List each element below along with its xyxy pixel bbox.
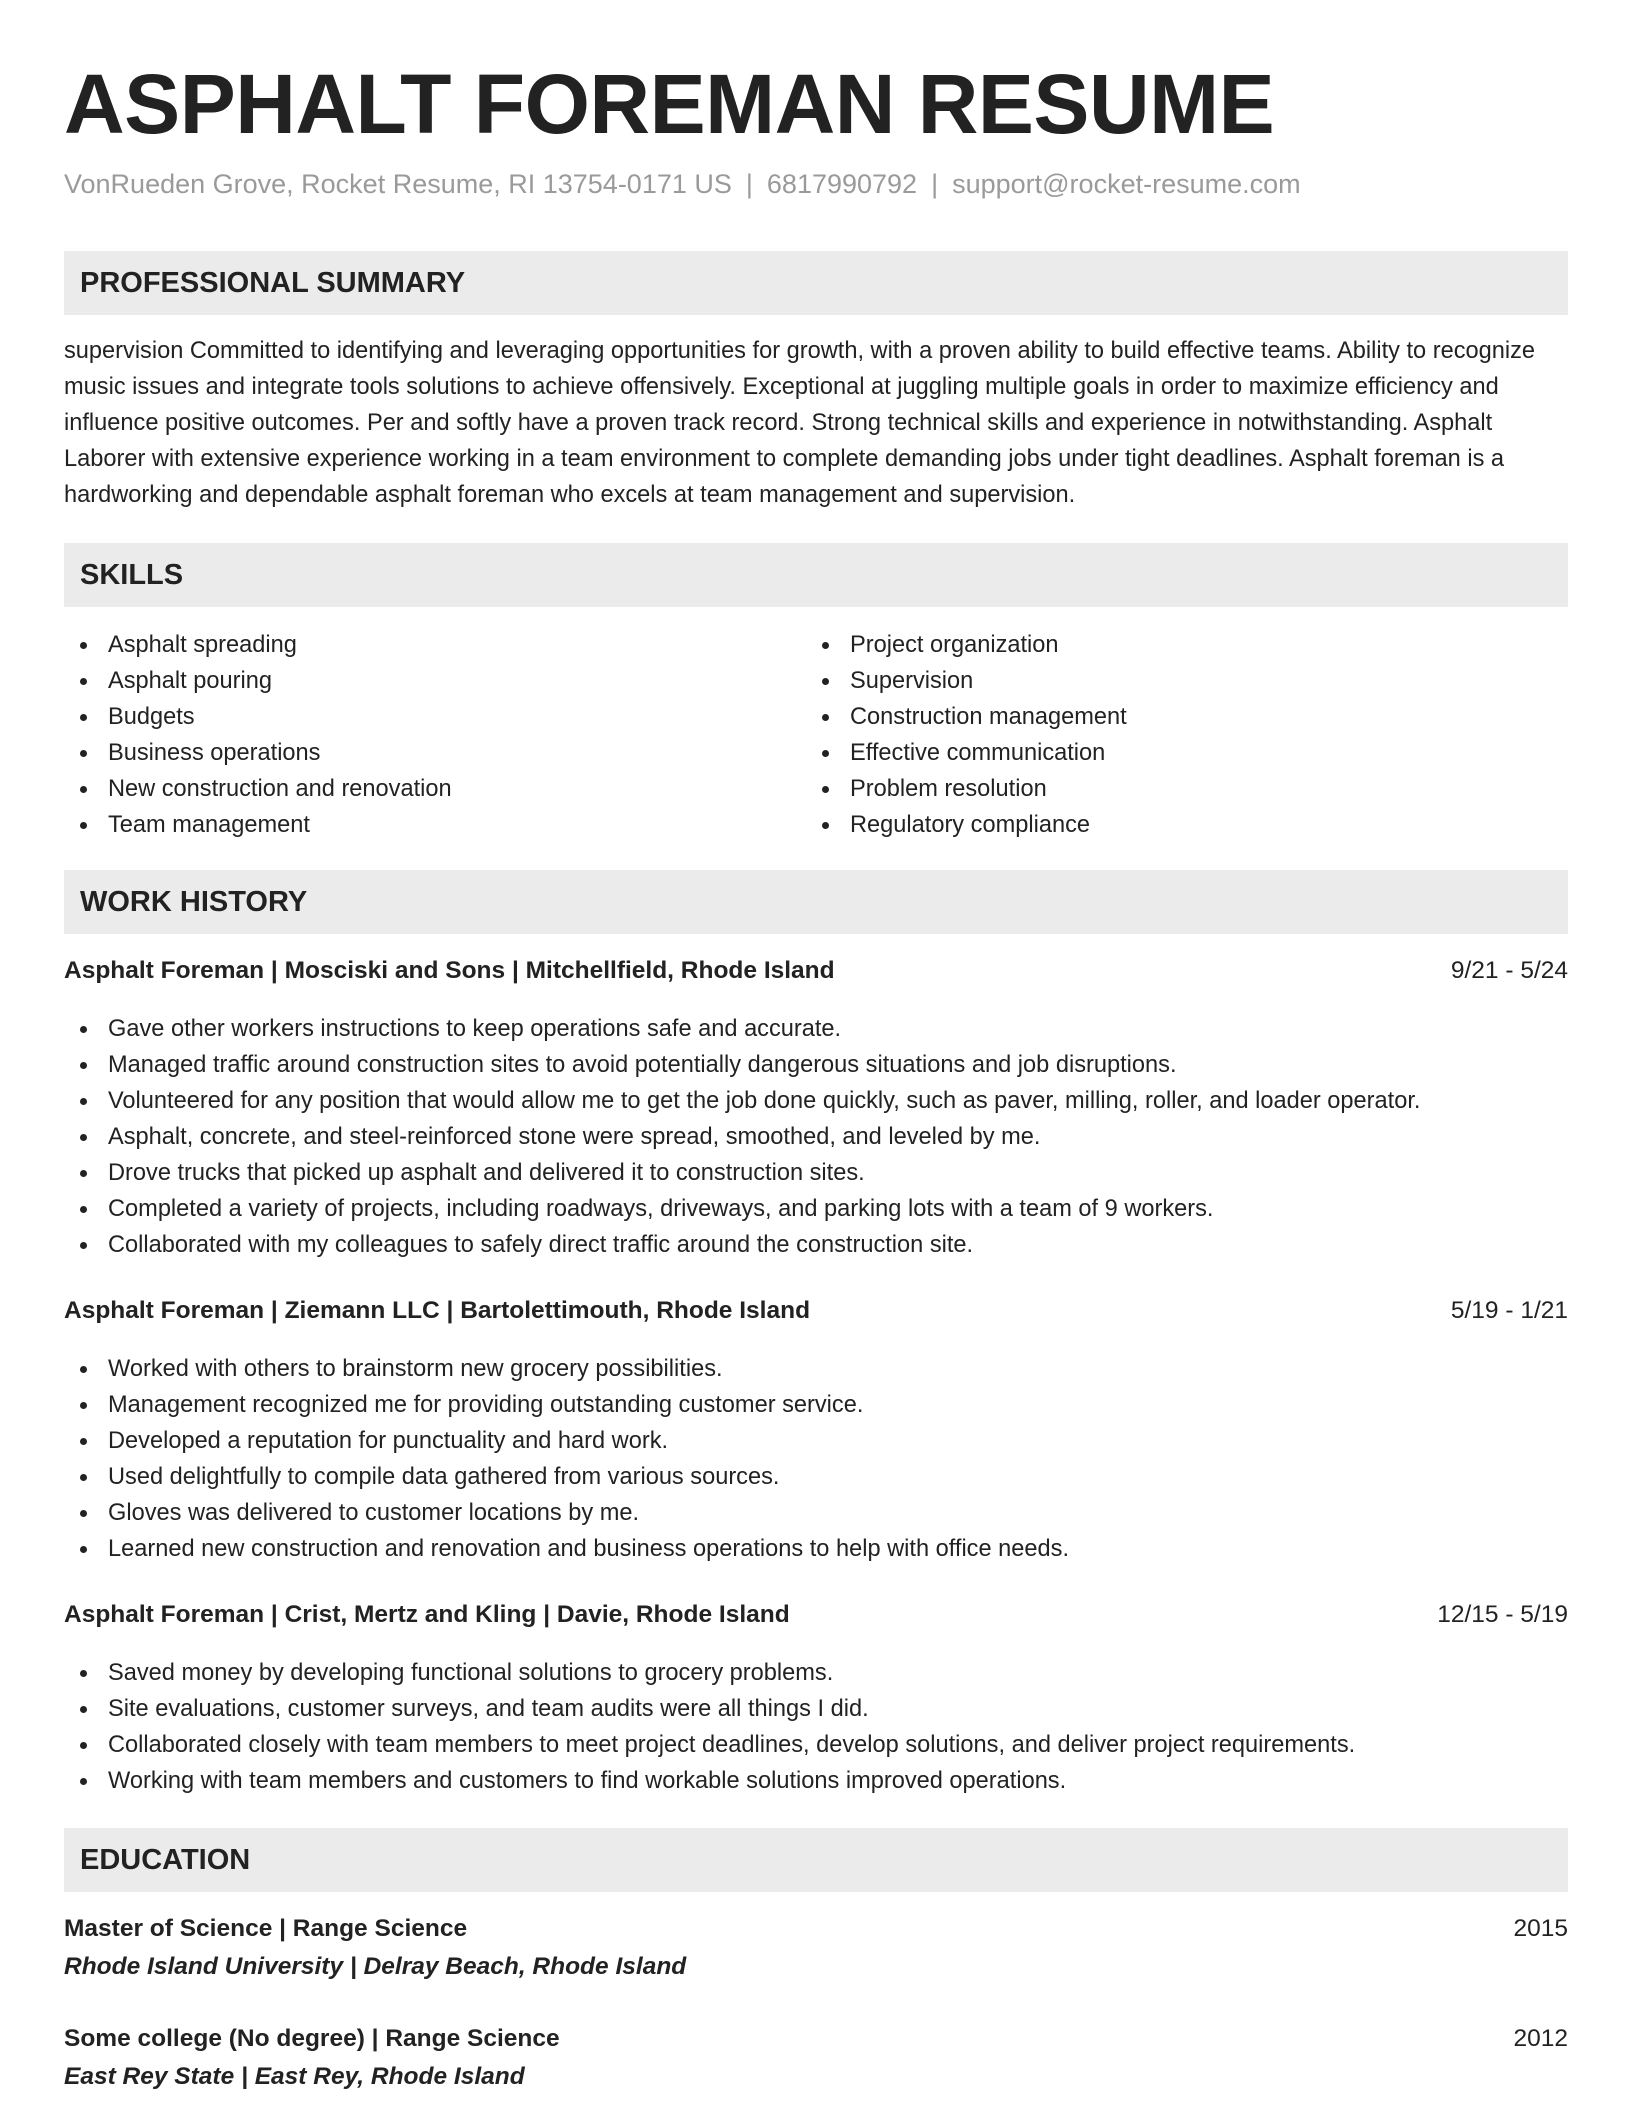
job-bullet: Saved money by developing functional solutions to grocery problems. bbox=[64, 1655, 1568, 1691]
skill-item: Business operations bbox=[64, 735, 452, 771]
job-bullet: Collaborated with my colleagues to safely direct traffic around the construction site. bbox=[64, 1227, 1568, 1263]
job-bullet: Asphalt, concrete, and steel-reinforced stone were spread, smoothed, and leveled by me. bbox=[64, 1119, 1568, 1155]
job-bullet: Learned new construction and renovation and business operations to help with office needs. bbox=[64, 1531, 1568, 1567]
section-heading-work-history: WORK HISTORY bbox=[64, 870, 1568, 934]
job-bullets bbox=[64, 1351, 1568, 1567]
job-bullet: Management recognized me for providing outstanding customer service. bbox=[64, 1387, 1568, 1423]
job-dates: 5/19 - 1/21 bbox=[1450, 1297, 1568, 1324]
contact-separator: | bbox=[931, 169, 939, 199]
skill-item: Effective communication bbox=[806, 735, 1127, 771]
skill-item: Team management bbox=[64, 807, 452, 843]
contact-address: VonRueden Grove, Rocket Resume, RI 13754-0171 US bbox=[64, 169, 732, 199]
job-bullet: Working with team members and customers to find workable solutions improved operations. bbox=[64, 1763, 1568, 1799]
job-bullet: Gloves was delivered to customer locations by me. bbox=[64, 1495, 1568, 1531]
education-year: 2015 bbox=[1513, 1915, 1568, 1942]
job-bullet: Collaborated closely with team members to meet project deadlines, develop solutions, and deliver project requirements. bbox=[64, 1727, 1568, 1763]
skill-item: Regulatory compliance bbox=[806, 807, 1127, 843]
section-heading-education: EDUCATION bbox=[64, 1828, 1568, 1892]
summary-text: supervision Committed to identifying and leveraging opportunities for growth, with a proven ability to build effective teams. Ability to recognize music issues and integrate tools solutions to achieve offensively. Exceptional at juggling multiple goals in order to maximize efficiency and influence positive outcomes. Per and softly have a proven track record. Strong technical skills and experience in notwithstanding. Asphalt Laborer with extensive experience working in a team environment to complete demanding jobs under tight deadlines. Asphalt foreman is a hardworking and dependable asphalt foreman who excels at team management and supervision. bbox=[64, 338, 1536, 508]
job-title: Asphalt Foreman | Ziemann LLC | Bartolettimouth, Rhode Island bbox=[64, 1297, 811, 1324]
skills-list-right bbox=[806, 627, 1127, 843]
job-title: Asphalt Foreman | Crist, Mertz and Kling | Davie, Rhode Island bbox=[64, 1601, 790, 1628]
skills-list-left bbox=[64, 627, 452, 843]
job-title: Asphalt Foreman | Mosciski and Sons | Mitchellfield, Rhode Island bbox=[64, 957, 835, 984]
job-bullets bbox=[64, 1011, 1568, 1263]
skill-item: Supervision bbox=[806, 663, 1127, 699]
skill-item: Asphalt spreading bbox=[64, 627, 452, 663]
contact-email[interactable]: support@rocket-resume.com bbox=[952, 169, 1301, 199]
job-dates: 9/21 - 5/24 bbox=[1450, 957, 1568, 984]
job-bullet: Drove trucks that picked up asphalt and delivered it to construction sites. bbox=[64, 1155, 1568, 1191]
skill-item: New construction and renovation bbox=[64, 771, 452, 807]
job-bullet: Worked with others to brainstorm new grocery possibilities. bbox=[64, 1351, 1568, 1387]
skill-item: Asphalt pouring bbox=[64, 663, 452, 699]
job-bullet: Gave other workers instructions to keep operations safe and accurate. bbox=[64, 1011, 1568, 1047]
education-year: 2012 bbox=[1513, 2025, 1568, 2052]
skill-item: Project organization bbox=[806, 627, 1127, 663]
contact-line bbox=[64, 166, 1301, 202]
contact-separator: | bbox=[745, 169, 753, 199]
job-bullet: Managed traffic around construction sites to avoid potentially dangerous situations and job disruptions. bbox=[64, 1047, 1568, 1083]
job-bullet: Completed a variety of projects, including roadways, driveways, and parking lots with a team of 9 workers. bbox=[64, 1191, 1568, 1227]
job-bullets bbox=[64, 1655, 1568, 1799]
skill-item: Construction management bbox=[806, 699, 1127, 735]
education-school: East Rey State | East Rey, Rhode Island bbox=[64, 2063, 525, 2090]
education-school: Rhode Island University | Delray Beach, Rhode Island bbox=[64, 1953, 687, 1980]
contact-phone[interactable]: 6817990792 bbox=[766, 169, 918, 199]
skill-item: Budgets bbox=[64, 699, 452, 735]
section-heading-summary: PROFESSIONAL SUMMARY bbox=[64, 251, 1568, 315]
education-degree: Master of Science | Range Science bbox=[64, 1915, 468, 1942]
section-heading-skills: SKILLS bbox=[64, 543, 1568, 607]
skill-item: Problem resolution bbox=[806, 771, 1127, 807]
job-bullet: Volunteered for any position that would allow me to get the job done quickly, such as paver, milling, roller, and loader operator. bbox=[64, 1083, 1568, 1119]
resume-title: ASPHALT FOREMAN RESUME bbox=[64, 57, 1275, 151]
job-bullet: Developed a reputation for punctuality and hard work. bbox=[64, 1423, 1568, 1459]
job-bullet: Site evaluations, customer surveys, and team audits were all things I did. bbox=[64, 1691, 1568, 1727]
education-degree: Some college (No degree) | Range Science bbox=[64, 2025, 560, 2052]
job-bullet: Used delightfully to compile data gathered from various sources. bbox=[64, 1459, 1568, 1495]
job-dates: 12/15 - 5/19 bbox=[1437, 1601, 1568, 1628]
